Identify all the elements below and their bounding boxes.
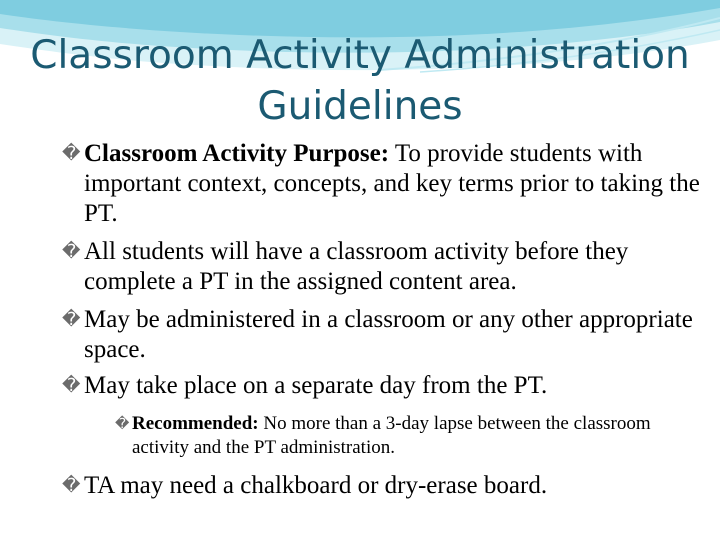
list-item bbox=[62, 237, 702, 297]
bullet-text: TA may need a chalkboard or dry-erase board. bbox=[84, 472, 548, 499]
slide-title: Classroom Activity Administration Guidelines bbox=[30, 33, 690, 129]
list-item bbox=[62, 371, 702, 401]
list-item bbox=[62, 471, 702, 501]
bullet-marker-icon: � bbox=[62, 475, 81, 496]
bullet-marker-icon: � bbox=[62, 375, 81, 396]
sub-list-item bbox=[115, 412, 695, 459]
bullet-text: May be administered in a classroom or any other appropriate space. bbox=[84, 306, 693, 363]
list-item bbox=[62, 305, 702, 365]
sub-bullet-text: No more than a 3-day lapse between the classroom activity and the PT administration. bbox=[132, 413, 651, 458]
bullet-marker-icon: � bbox=[62, 143, 81, 164]
sub-bullet-lead: Recommended: bbox=[132, 413, 259, 434]
bullet-lead: Classroom Activity Purpose: bbox=[84, 140, 390, 167]
bullet-marker-icon: � bbox=[62, 309, 81, 330]
bullet-text: May take place on a separate day from the PT. bbox=[84, 372, 548, 399]
bullet-text: To provide students with important context, concepts, and key terms prior to taking the PT. bbox=[84, 140, 700, 227]
bullet-text: All students will have a classroom activity before they complete a PT in the assigned content area. bbox=[84, 238, 629, 295]
list-item bbox=[62, 139, 702, 229]
bullet-marker-icon: � bbox=[62, 241, 81, 262]
sub-bullet-marker-icon: � bbox=[115, 416, 130, 432]
